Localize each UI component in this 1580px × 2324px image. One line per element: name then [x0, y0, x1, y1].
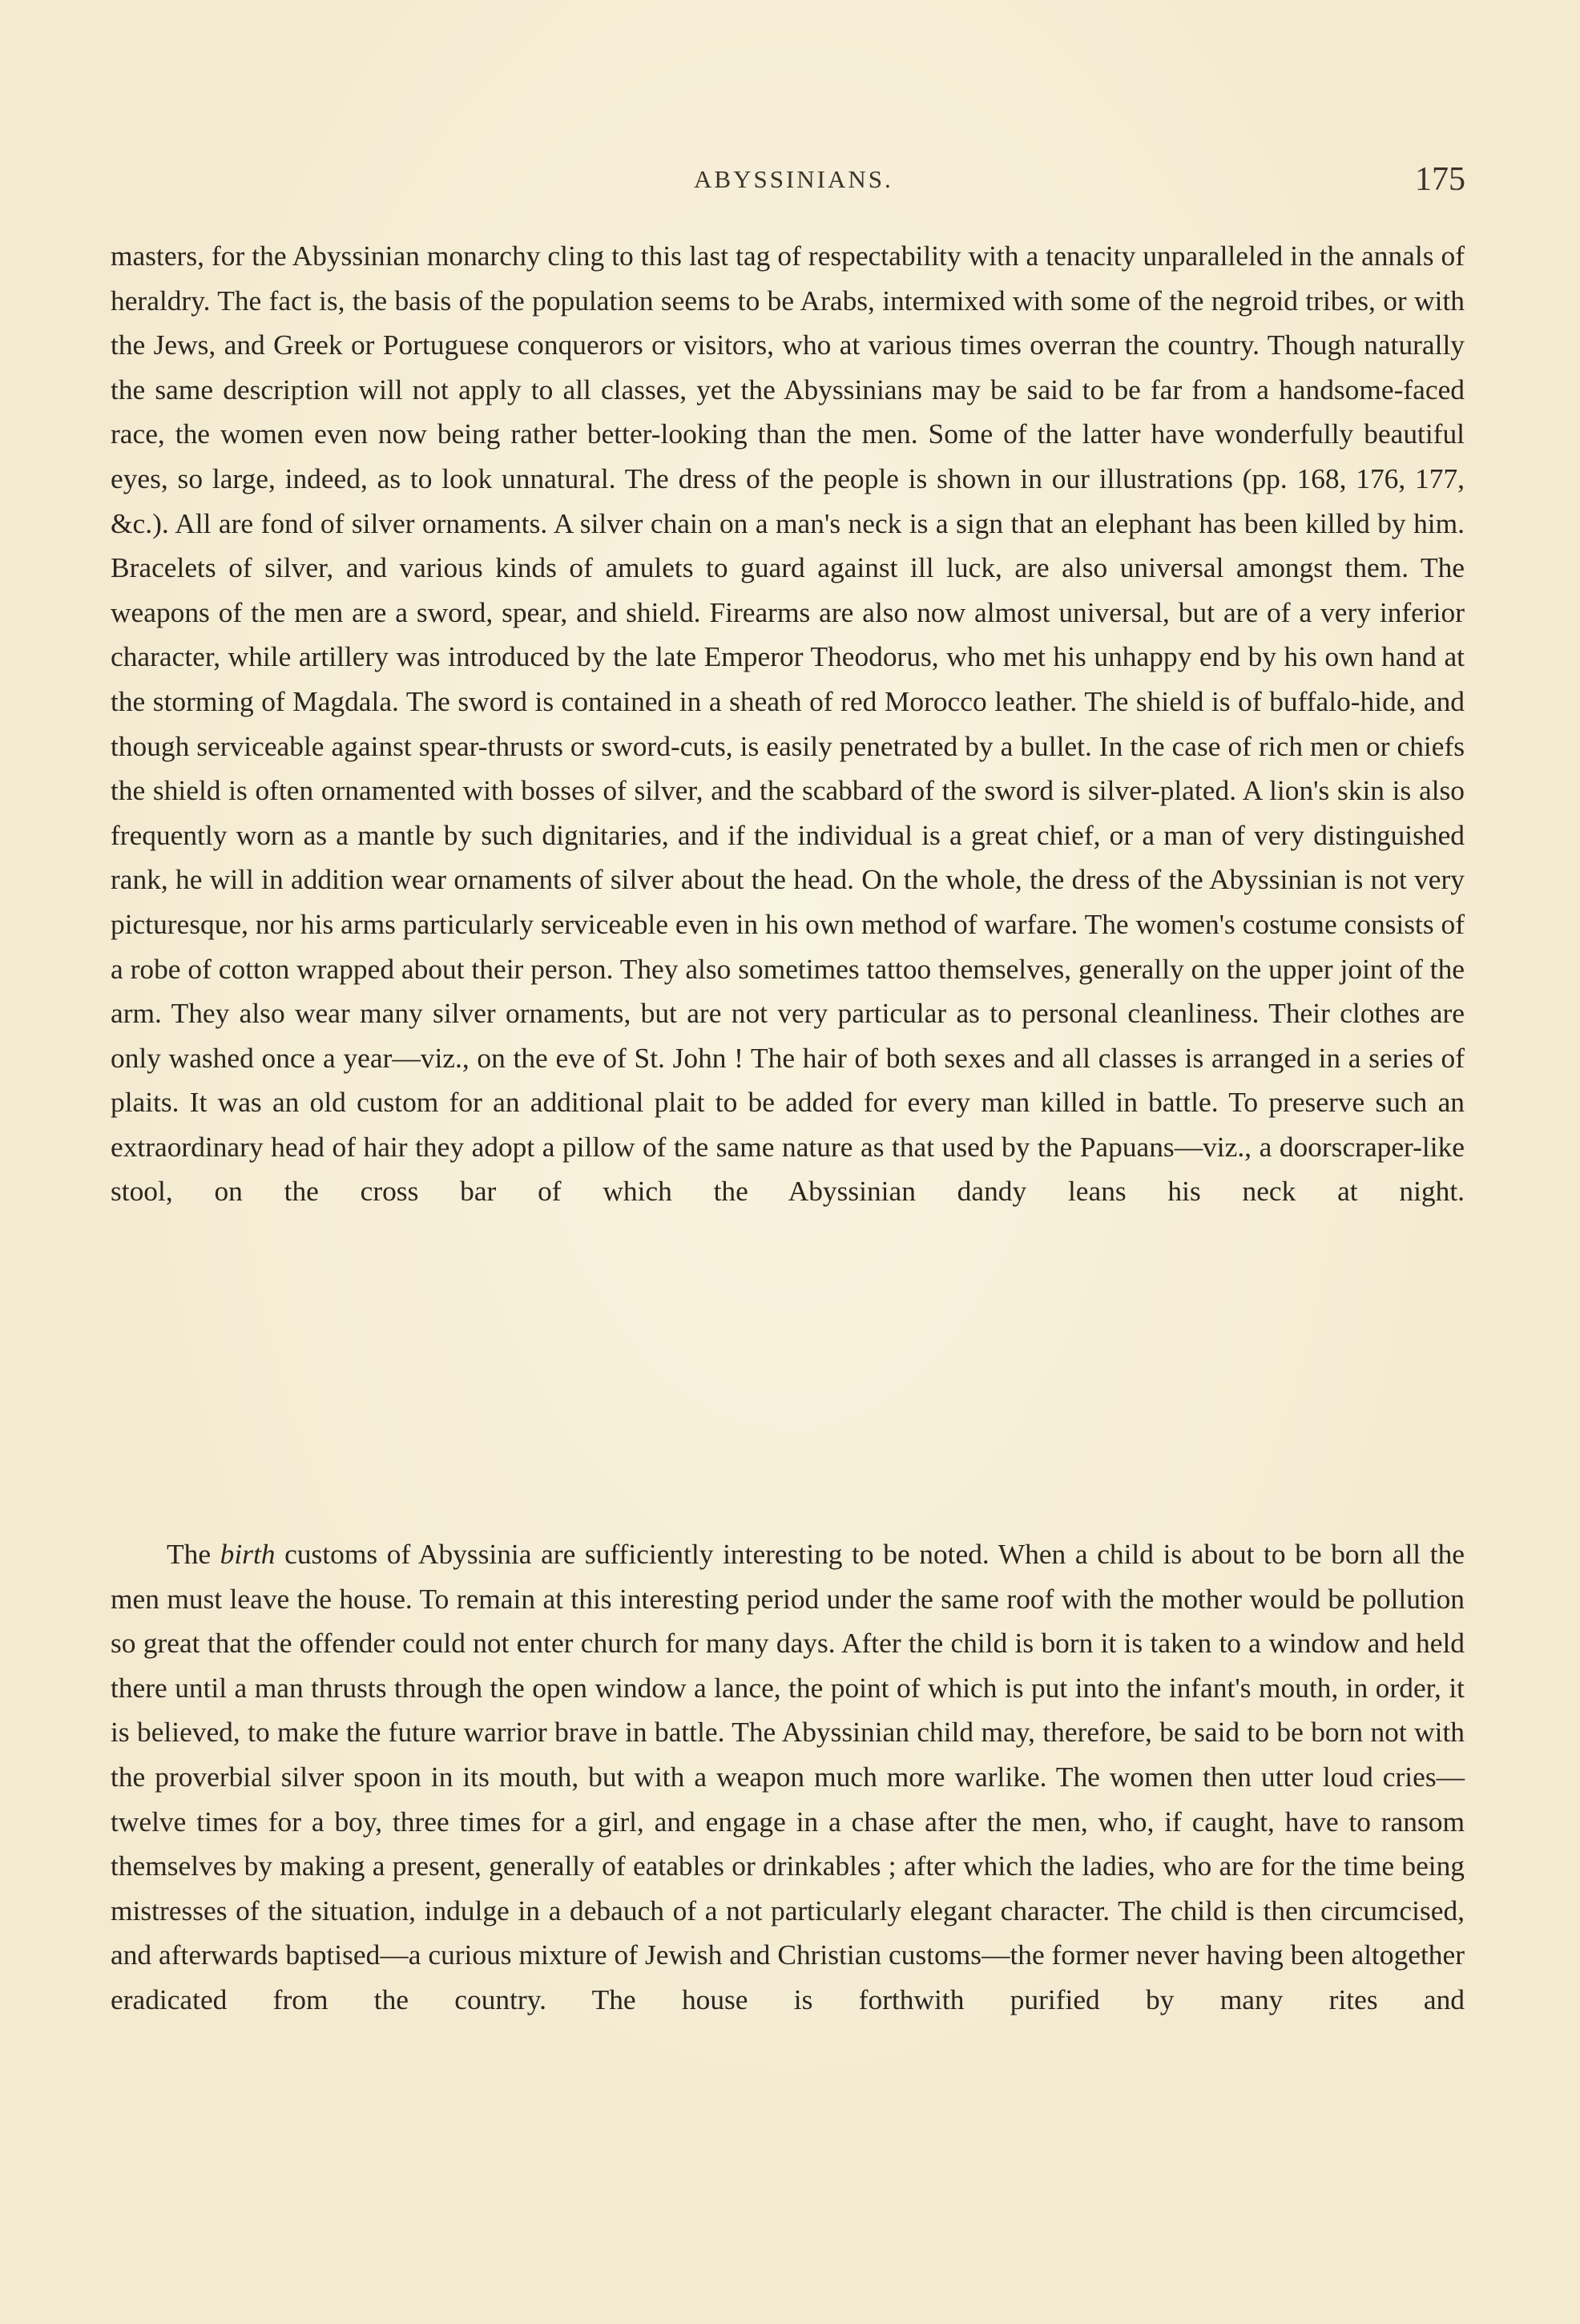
paragraph-lead: The [167, 1538, 212, 1570]
paragraph-text [111, 1532, 1465, 2023]
paragraph-text: masters, for the Abyssinian monarchy cling to this last tag of respectability with a tenacity unparalleled in the annals of heraldry. The fact is, the basis of the population seems to be Arabs, intermixed with some of the negroid tribes, or with the Jews, and Greek or Portuguese conquerors or visitors, who at various times overran the country. Though naturally the same description will not apply to all classes, yet the Abyssinians may be said to be far from a handsome-faced race, the women even now being rather better-looking than the men. Some of the latter have wonderfully beautiful eyes, so large, indeed, as to look unnatural. The dress of the people is shown in our illustrations (pp. 168, 176, 177, &c.). All are fond of silver ornaments. A silver chain on a man's neck is a sign that an elephant has been killed by him. Bracelets of silver, and various kinds of amulets to guard against ill luck, are also universal amongst them. The weapons of the men are a sword, spear, and shield. Firearms are also now almost universal, but are of a very inferior character, while artillery was introduced by the late Emperor Theodorus, who met his unhappy end by his own hand at the storming of Magdala. The sword is contained in a sheath of red Morocco leather. The shield is of buffalo-hide, and though serviceable against spear-thrusts or sword-cuts, is easily penetrated by a bullet. In the case of rich men or chiefs the shield is often ornamented with bosses of silver, and the scabbard of the sword is silver-plated. A lion's skin is also frequently worn as a mantle by such dignitaries, and if the individual is a great chief, or a man of very distinguished rank, he will in addition wear ornaments of silver about the head. On the whole, the dress of the Abyssinian is not very picturesque, nor his arms particularly serviceable even in his own method of warfare. The women's costume consists of a robe of cotton wrapped about their person. They also sometimes tattoo themselves, generally on the upper joint of the arm. They also wear many silver ornaments, but are not very particular as to personal cleanliness. Their clothes are only washed once a year—viz., on the eve of St. John ! The hair of both sexes and all classes is arranged in a series of plaits. It was an old custom for an additional plait to be added for every man killed in battle. To preserve such an extraordinary head of hair they adopt a pillow of the same nature as that used by the Papuans—viz., a doorscraper-like stool, on the cross bar of which the Abyssinian dandy leans his neck at night. [111, 240, 1465, 1208]
paragraph-body: customs of Abyssinia are sufficiently interesting to be noted. When a child is about to be born all the men must leave the house. To remain at this interesting period under the same roof with the mother would be pollution so great that the offender could not enter church for many days. After the child is born it is taken to a window and held there until a man thrusts through the open window a lance, the point of which is put into the infant's mouth, in order, it is believed, to make the future warrior brave in battle. The Abyssinian child may, therefore, be said to be born not with the proverbial silver spoon in its mouth, but with a weapon much more warlike. The women then utter loud cries—twelve times for a boy, three times for a girl, and engage in a chase after the men, who, if caught, have to ransom themselves by making a present, generally of eatables or drinkables ; after which the ladies, who are for the time being mistresses of the situation, indulge in a debauch of a not particularly elegant character. The child is then circumcised, and afterwards baptised—a curious mixture of Jewish and Christian customs—the former never having been altogether eradicated from the country. The house is forthwith purified by many rites and [111, 1538, 1465, 2015]
body-paragraph-1 [111, 234, 1465, 1214]
body-paragraph-2 [111, 1532, 1465, 2023]
running-head [0, 157, 1580, 205]
running-title: ABYSSINIANS. [694, 165, 893, 193]
page-number: 175 [1415, 161, 1465, 198]
emphasis-word: birth [220, 1538, 276, 1570]
